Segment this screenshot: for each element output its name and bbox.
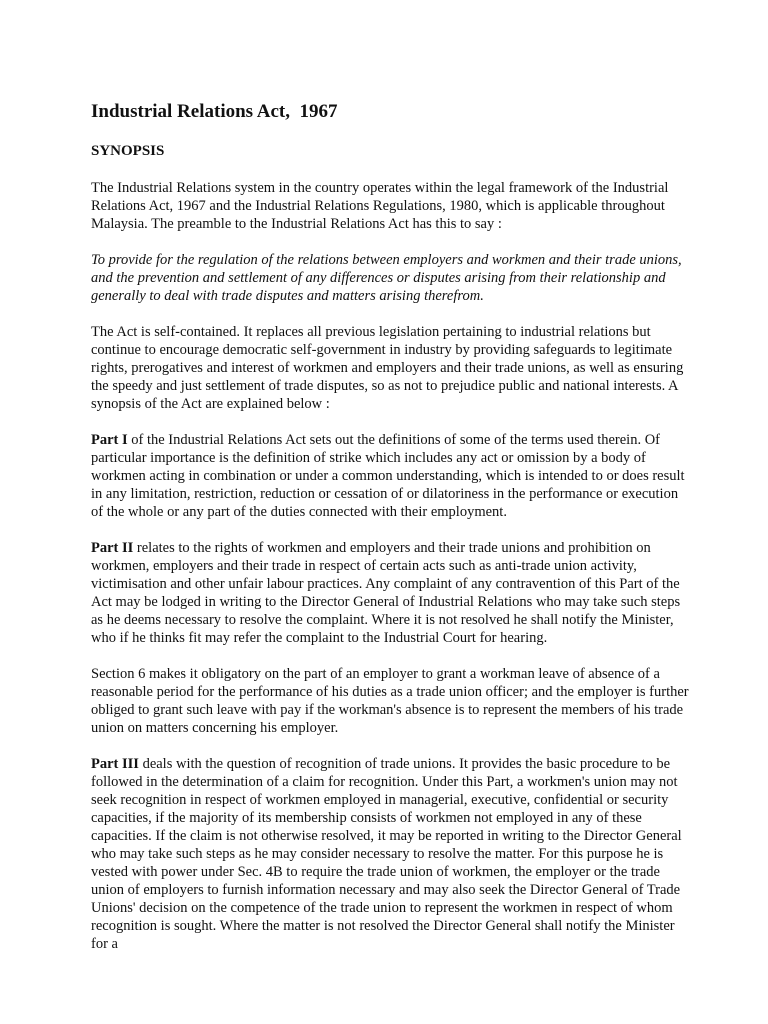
part-1-text: of the Industrial Relations Act sets out the definitions of some of the terms used therein. Of particular importance is the definition of strike which includes any act or omission by a body of workmen acting in combination or under a common understanding, which is intended to or does result in any limitation, restriction, reduction or cessation of or dilatoriness in the performance or execution of the whole or any part of the duties connected with their employment. xyxy=(91,432,685,520)
intro-paragraph: The Industrial Relations system in the country operates within the legal framework of the Industrial Relations Act, 1967 and the Industrial Relations Regulations, 1980, which is applicable throughout Malaysia. The preamble to the Industrial Relations Act has this to say : xyxy=(91,180,669,232)
overview-paragraph: The Act is self-contained. It replaces all previous legislation pertaining to industrial relations but continue to encourage democratic self-government in industry by providing safeguards to legitimate rights, prerogatives and interest of workmen and employers and their trade unions, as well as ensuring the speedy and just settlement of trade disputes, so as not to prejudice public and national interests. A synopsis of the Act are explained below : xyxy=(91,324,684,412)
part-2-paragraph xyxy=(91,539,691,647)
part-3-label: Part III xyxy=(91,756,139,772)
document-subtitle: SYNOPSIS xyxy=(91,143,165,159)
part-3-text: deals with the question of recognition of trade unions. It provides the basic procedure to be followed in the determination of a claim for recognition. Under this Part, a workmen's union may not seek recognition in respect of workmen employed in managerial, executive, confidential or security capacities, if the majority of its membership consists of workmen not employed in any of these capacities. If the claim is not otherwise resolved, it may be reported in writing to the Director General who may take such steps as he may consider necessary to resolve the matter. For this purpose he is vested with power under Sec. 4B to require the trade union of workmen, the employer or the trade union of employers to furnish information necessary and may also seek the Director General of Trade Unions' decision on the competence of the trade union to represent the workmen in respect of whom recognition is sought. Where the matter is not resolved the Director General shall notify the Minister for a xyxy=(91,756,682,952)
part-3-paragraph xyxy=(91,755,691,953)
part-2-text: relates to the rights of workmen and employers and their trade unions and prohibition on workmen, employers and their trade in respect of certain acts such as anti-trade union activity, victimisation and other unfair labour practices. Any complaint of any contravention of this Part of the Act may be lodged in writing to the Director General of Industrial Relations who may take such steps as he deems necessary to resolve the complaint. Where it is not resolved he shall notify the Minister, who if he thinks fit may refer the complaint to the Industrial Court for hearing. xyxy=(91,540,681,646)
part-2-label: Part II xyxy=(91,540,134,556)
section-6-paragraph: Section 6 makes it obligatory on the part of an employer to grant a workman leave of absence of a reasonable period for the performance of his duties as a trade union officer; and the employer is further obliged to grant such leave with pay if the workman's absence is to represent the members of his trade union on matters concerning his employer. xyxy=(91,666,689,736)
part-1-paragraph xyxy=(91,431,691,521)
part-1-label: Part I xyxy=(91,432,128,448)
preamble-quote: To provide for the regulation of the relations between employers and workmen and their trade unions, and the prevention and settlement of any differences or disputes arising from their relationship and generally to deal with trade disputes and matters arising therefrom. xyxy=(91,252,682,304)
document-page xyxy=(91,100,691,971)
document-title: Industrial Relations Act, 1967 xyxy=(91,101,338,122)
